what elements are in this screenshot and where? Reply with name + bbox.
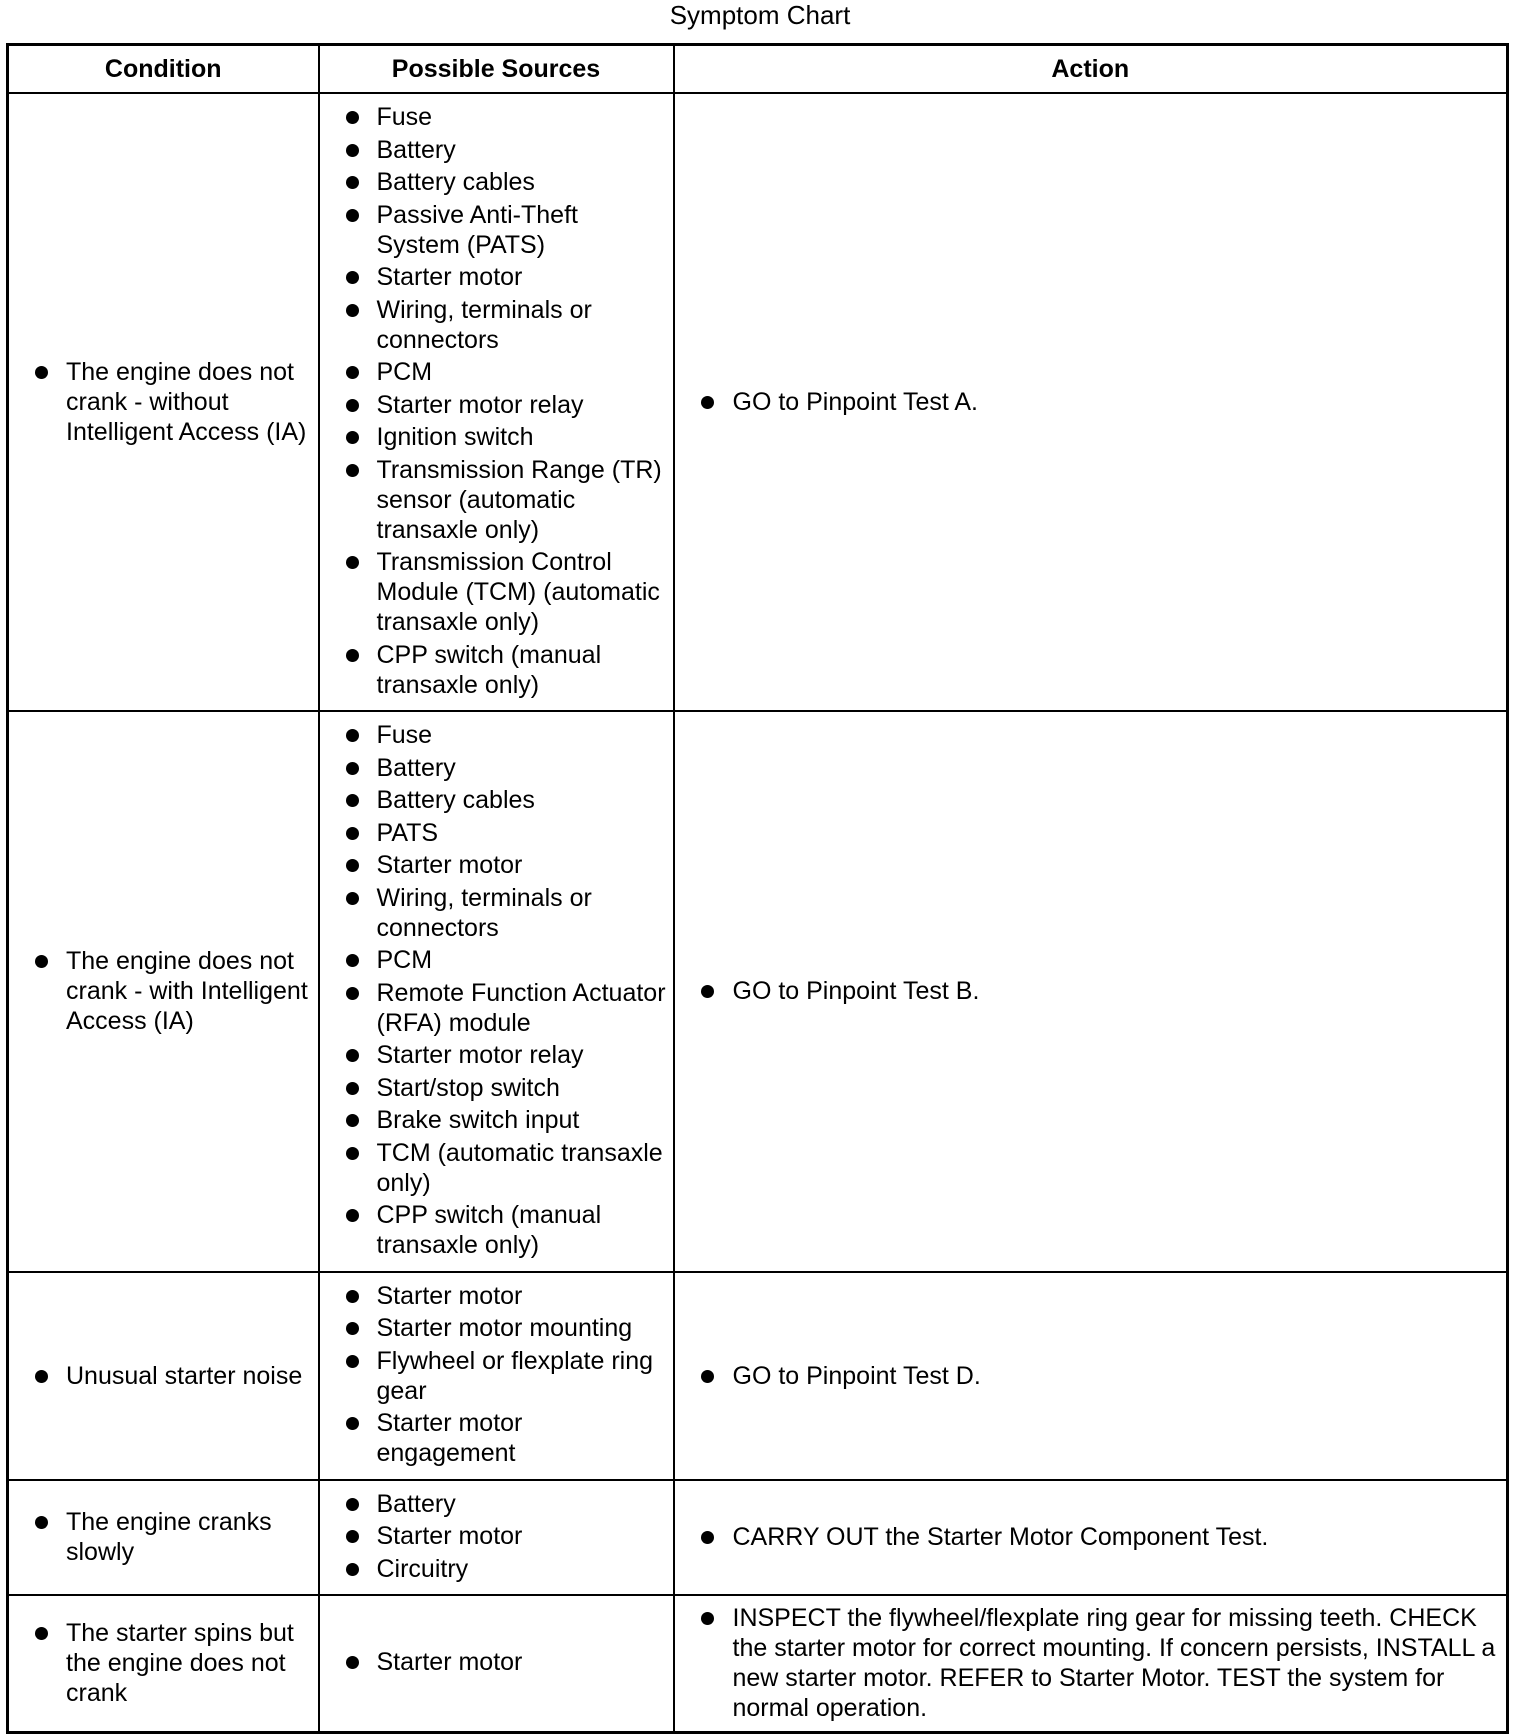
condition-text: The starter spins but the engine does not crank bbox=[9, 1618, 318, 1708]
action-cell bbox=[674, 1595, 1508, 1732]
source-item: Starter motor engagement bbox=[320, 1408, 673, 1468]
table-row bbox=[8, 1595, 1508, 1732]
source-item: Passive Anti-Theft System (PATS) bbox=[320, 200, 673, 260]
possible-sources-cell bbox=[319, 1595, 674, 1732]
source-item: Wiring, terminals or connectors bbox=[320, 295, 673, 355]
source-item: Starter motor bbox=[320, 1281, 673, 1311]
condition-cell bbox=[8, 1272, 319, 1480]
source-item: PATS bbox=[320, 818, 673, 848]
condition-text: The engine does not crank - without Intelligent Access (IA) bbox=[9, 357, 318, 447]
column-header-possible-sources: Possible Sources bbox=[319, 45, 674, 94]
source-item: Battery bbox=[320, 753, 673, 783]
condition-cell bbox=[8, 1480, 319, 1596]
source-item: Starter motor mounting bbox=[320, 1313, 673, 1343]
condition-text: The engine does not crank - with Intelligent Access (IA) bbox=[9, 946, 318, 1036]
source-item: Starter motor bbox=[320, 1647, 673, 1677]
source-item: Starter motor relay bbox=[320, 390, 673, 420]
source-item: Transmission Control Module (TCM) (automatic transaxle only) bbox=[320, 547, 673, 637]
source-item: Starter motor bbox=[320, 850, 673, 880]
source-item: Battery cables bbox=[320, 785, 673, 815]
action-text: INSPECT the flywheel/flexplate ring gear for missing teeth. CHECK the starter motor for correct mounting. If concern persists, INSTALL a new starter motor. REFER to Starter Motor. TEST the system for normal operation. bbox=[675, 1603, 1507, 1723]
source-item: Fuse bbox=[320, 102, 673, 132]
source-item: PCM bbox=[320, 945, 673, 975]
possible-sources-cell bbox=[319, 711, 674, 1272]
condition-cell bbox=[8, 1595, 319, 1732]
condition-cell bbox=[8, 711, 319, 1272]
source-item: Ignition switch bbox=[320, 422, 673, 452]
source-item: TCM (automatic transaxle only) bbox=[320, 1138, 673, 1198]
action-cell bbox=[674, 93, 1508, 711]
condition-cell bbox=[8, 93, 319, 711]
symptom-chart-table bbox=[6, 43, 1509, 1734]
source-item: Transmission Range (TR) sensor (automatic transaxle only) bbox=[320, 455, 673, 545]
source-item: Circuitry bbox=[320, 1554, 673, 1584]
source-item: Starter motor bbox=[320, 1521, 673, 1551]
source-item: CPP switch (manual transaxle only) bbox=[320, 1200, 673, 1260]
column-header-condition: Condition bbox=[8, 45, 319, 94]
possible-sources-cell bbox=[319, 1272, 674, 1480]
action-text: GO to Pinpoint Test D. bbox=[675, 1361, 1507, 1391]
source-item: Battery cables bbox=[320, 167, 673, 197]
table-header-row bbox=[8, 45, 1508, 94]
source-item: Remote Function Actuator (RFA) module bbox=[320, 978, 673, 1038]
possible-sources-cell bbox=[319, 1480, 674, 1596]
source-item: Battery bbox=[320, 1489, 673, 1519]
source-item: Flywheel or flexplate ring gear bbox=[320, 1346, 673, 1406]
action-text: GO to Pinpoint Test A. bbox=[675, 387, 1507, 417]
source-item: Start/stop switch bbox=[320, 1073, 673, 1103]
condition-text: Unusual starter noise bbox=[9, 1361, 318, 1391]
source-item: Wiring, terminals or connectors bbox=[320, 883, 673, 943]
source-item: Brake switch input bbox=[320, 1105, 673, 1135]
action-cell bbox=[674, 1480, 1508, 1596]
page-title: Symptom Chart bbox=[669, 0, 851, 30]
source-item: Battery bbox=[320, 135, 673, 165]
column-header-action: Action bbox=[674, 45, 1508, 94]
action-cell bbox=[674, 1272, 1508, 1480]
source-item: PCM bbox=[320, 357, 673, 387]
table-row bbox=[8, 1480, 1508, 1596]
possible-sources-cell bbox=[319, 93, 674, 711]
table-row bbox=[8, 1272, 1508, 1480]
table-row bbox=[8, 93, 1508, 711]
source-item: CPP switch (manual transaxle only) bbox=[320, 640, 673, 700]
source-item: Fuse bbox=[320, 720, 673, 750]
action-cell bbox=[674, 711, 1508, 1272]
action-text: GO to Pinpoint Test B. bbox=[675, 976, 1507, 1006]
table-row bbox=[8, 711, 1508, 1272]
source-item: Starter motor bbox=[320, 262, 673, 292]
condition-text: The engine cranks slowly bbox=[9, 1507, 318, 1567]
source-item: Starter motor relay bbox=[320, 1040, 673, 1070]
action-text: CARRY OUT the Starter Motor Component Test. bbox=[675, 1522, 1507, 1552]
